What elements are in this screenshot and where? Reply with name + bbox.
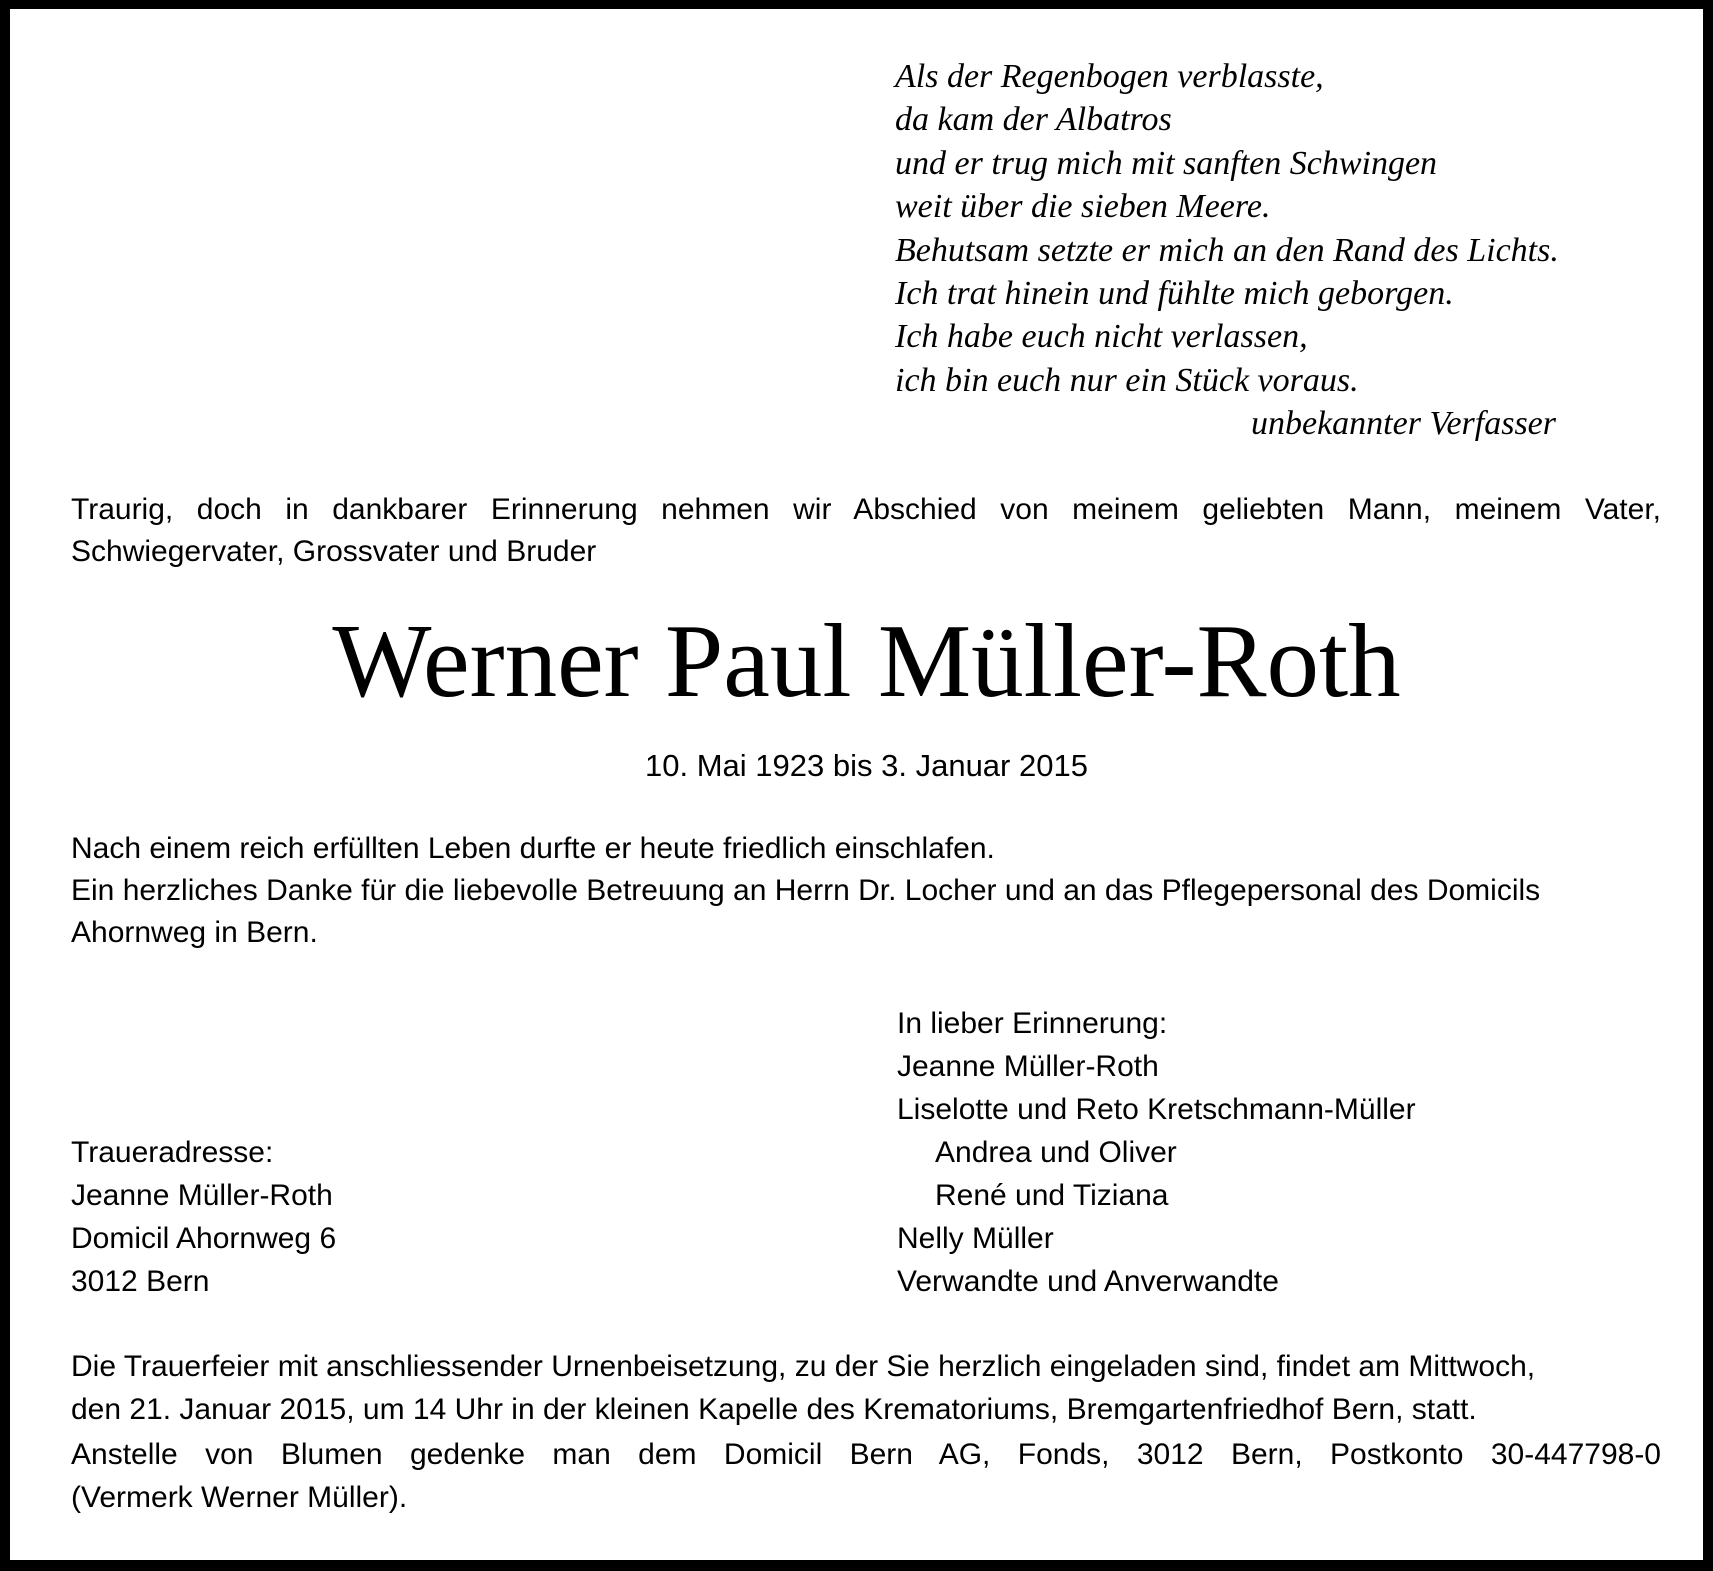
poem-author: unbekannter Verfasser	[1251, 405, 1557, 443]
remembrance-list	[897, 1002, 1697, 1303]
address-city: 3012 Bern	[71, 1265, 210, 1298]
mourner-name: Nelly Müller	[897, 1222, 1054, 1255]
intro-line: Schwiegervater, Grossvater und Bruder	[71, 535, 597, 568]
mourner-name: Verwandte und Anverwandte	[897, 1265, 1279, 1298]
remembrance-heading: In lieber Erinnerung:	[897, 1007, 1168, 1040]
poem-line: und er trug mich mit sanften Schwingen	[895, 144, 1438, 182]
deceased-name: Werner Paul Müller-Roth	[332, 602, 1401, 719]
thanks-line: Ahornweg in Bern.	[71, 916, 318, 949]
mourner-name: René und Tiziana	[935, 1179, 1169, 1212]
poem-line: Ich habe euch nicht verlassen,	[895, 318, 1308, 356]
poem-line: weit über die sieben Meere.	[895, 188, 1271, 226]
thanks-text	[71, 828, 1661, 954]
intro-line: Traurig, doch in dankbarer Erinnerung nehmen wir Abschied von meinem geliebten Mann, meinem Vater,	[71, 493, 1661, 526]
intro-text	[71, 489, 1661, 573]
life-dates: 10. Mai 1923 bis 3. Januar 2015	[645, 748, 1088, 783]
thanks-line: Nach einem reich erfüllten Leben durfte er heute friedlich einschlafen.	[71, 832, 995, 865]
poem-line: Behutsam setzte er mich an den Rand des Lichts.	[895, 231, 1559, 269]
poem-line: Als der Regenbogen verblasste,	[895, 58, 1324, 95]
address-heading: Traueradresse:	[71, 1136, 274, 1169]
mourner-name: Andrea und Oliver	[935, 1136, 1177, 1169]
mourner-name: Liselotte und Reto Kretschmann-Müller	[897, 1093, 1416, 1126]
poem	[895, 55, 1655, 446]
donation-info	[71, 1433, 1661, 1519]
mourner-name: Jeanne Müller-Roth	[897, 1050, 1159, 1083]
address-street: Domicil Ahornweg 6	[71, 1222, 337, 1255]
thanks-line: Ein herzliches Danke für die liebevolle Betreuung an Herrn Dr. Locher und an das Pflegepersonal des Domicils	[71, 874, 1541, 907]
poem-line: ich bin euch nur ein Stück voraus.	[895, 361, 1359, 399]
donation-line: Anstelle von Blumen gedenke man dem Domicil Bern AG, Fonds, 3012 Bern, Postkonto 30-447798-0	[71, 1438, 1661, 1471]
poem-line: Ich trat hinein und fühlte mich geborgen.	[895, 275, 1454, 313]
donation-line: (Vermerk Werner Müller).	[71, 1481, 408, 1514]
address-name: Jeanne Müller-Roth	[71, 1179, 333, 1212]
service-info	[71, 1345, 1661, 1431]
service-line: den 21. Januar 2015, um 14 Uhr in der kleinen Kapelle des Krematoriums, Bremgartenfriedhof Bern, statt.	[71, 1393, 1477, 1426]
mourning-address	[71, 1131, 671, 1303]
service-line: Die Trauerfeier mit anschliessender Urnenbeisetzung, zu der Sie herzlich eingeladen sind, findet am Mittwoch,	[71, 1350, 1536, 1383]
poem-line: da kam der Albatros	[895, 101, 1172, 139]
